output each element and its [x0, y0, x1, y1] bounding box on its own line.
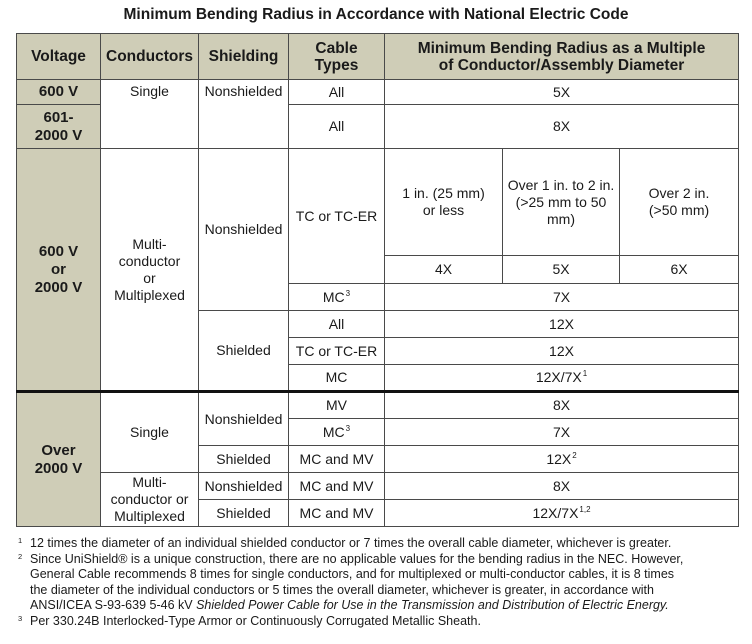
conductors-line: or — [143, 269, 156, 286]
header-min-radius — [385, 34, 739, 80]
voltage-cell — [17, 105, 101, 149]
cable-type-cell: MC and MV — [289, 446, 385, 473]
standard-title: Shielded Power Cable for Use in the Transmission and Distribution of Electric Energy. — [196, 598, 669, 612]
cable-type-cell: MC and MV — [289, 500, 385, 527]
subheader-line: (>25 mm to 50 — [515, 193, 607, 210]
voltage-line: or — [51, 260, 66, 278]
table-title: Minimum Bending Radius in Accordance with National Electric Code — [123, 6, 629, 23]
voltage-line: 2000 V — [34, 459, 83, 477]
radius-value-cell: 6X — [620, 256, 739, 284]
footnote-marker: 1 — [18, 536, 23, 545]
radius-value-cell — [385, 365, 739, 392]
footnote-text: ANSI/ICEA S-93-639 5-46 kV — [30, 598, 197, 612]
radius-value-cell: 5X — [385, 80, 739, 105]
radius-value-cell: 8X — [385, 105, 739, 149]
footnote-text: General Cable recommends 8 times for single conductors, and for multiplexed or multi-conductor cables, it is 8 times — [30, 567, 675, 581]
conductors-line: Multi- — [132, 474, 167, 490]
footnote-text: the diameter of the individual conductors or 5 times the overall diameter, whichever is greater, in accordance with — [30, 582, 654, 597]
table-row — [17, 149, 739, 256]
radius-value-cell — [385, 446, 739, 473]
conductors-line: Multiplexed — [114, 286, 185, 303]
conductors-cell: Single — [101, 392, 199, 473]
voltage-cell — [17, 392, 101, 527]
size-subheader — [620, 149, 739, 256]
table-row — [17, 473, 739, 500]
radius-value-text: 12X — [546, 450, 572, 467]
conductors-cell: Single — [101, 80, 199, 149]
footnote-2 — [18, 552, 738, 614]
header-conductors: Conductors — [101, 34, 199, 80]
subheader-line: or less — [422, 202, 465, 218]
footnote-text: 12 times the diameter of an individual shielded conductor or 7 times the overall cable diameter, whichever is greater. — [30, 536, 672, 550]
footnote-marker: 2 — [18, 551, 23, 561]
radius-value-cell: 8X — [385, 473, 739, 500]
footnote-ref: 1 — [582, 369, 588, 379]
radius-value-cell: 4X — [385, 256, 503, 284]
voltage-line: 2000 V — [34, 126, 83, 144]
conductors-line: Multiplexed — [114, 508, 185, 524]
footnote-ref: 1,2 — [579, 504, 591, 514]
subheader-line: mm) — [547, 210, 575, 227]
header-shielding: Shielding — [199, 34, 289, 80]
cable-type-cell: MC and MV — [289, 473, 385, 500]
shielding-cell: Shielded — [199, 446, 289, 473]
footnote-ref: 3 — [345, 288, 351, 298]
voltage-cell — [17, 149, 101, 392]
conductors-cell — [101, 473, 199, 527]
voltage-line: 601- — [43, 108, 74, 126]
radius-value-cell: 5X — [503, 256, 620, 284]
subheader-line: Over 2 in. — [648, 185, 710, 201]
radius-value-cell: 7X — [385, 419, 739, 446]
size-subheader — [385, 149, 503, 256]
subheader-line: 1 in. (25 mm) — [402, 185, 485, 201]
bending-radius-table — [16, 33, 739, 527]
footnote-marker: 3 — [18, 613, 23, 623]
subheader-line: Over 1 in. to 2 in. — [507, 176, 615, 193]
conductors-line: conductor — [118, 252, 181, 269]
conductors-cell — [101, 149, 199, 392]
radius-value-text: 12X/7X — [532, 504, 579, 521]
shielding-cell: Nonshielded — [199, 149, 289, 311]
footnotes — [18, 536, 738, 629]
cable-type-cell: All — [289, 311, 385, 338]
table-row — [17, 80, 739, 105]
cable-type-cell: MC — [289, 365, 385, 392]
cable-type-cell — [289, 284, 385, 311]
header-radius-line2: of Conductor/Assembly Diameter — [438, 56, 685, 74]
shielding-cell: Shielded — [199, 311, 289, 392]
cable-type-text: MC — [322, 288, 345, 305]
radius-value-text: 12X/7X — [535, 369, 582, 385]
radius-value-cell — [385, 500, 739, 527]
subheader-line: (>50 mm) — [648, 202, 710, 218]
header-cable-types: Cable Types — [289, 34, 385, 80]
voltage-line: 2000 V — [34, 278, 83, 296]
voltage-line: 600 V — [38, 242, 79, 260]
radius-value-cell: 8X — [385, 392, 739, 419]
conductors-line: conductor or — [110, 491, 189, 507]
cable-type-text: MC — [322, 423, 345, 440]
cable-type-cell: TC or TC-ER — [289, 149, 385, 284]
footnote-3 — [18, 614, 738, 630]
radius-value-cell: 12X — [385, 338, 739, 365]
shielding-cell: Nonshielded — [199, 473, 289, 500]
conductors-line: Multi- — [132, 235, 167, 252]
cable-type-cell: MV — [289, 392, 385, 419]
header-radius-line1: Minimum Bending Radius as a Multiple — [417, 39, 706, 57]
footnote-text: Per 330.24B Interlocked-Type Armor or Continuously Corrugated Metallic Sheath. — [30, 613, 481, 628]
footnote-1 — [18, 536, 738, 552]
footnote-text: Since UniShield® is a unique construction, there are no applicable values for the bending radius in the NEC. However, — [30, 551, 684, 566]
radius-value-cell: 12X — [385, 311, 739, 338]
footnote-ref: 2 — [572, 450, 577, 460]
shielding-cell: Nonshielded — [199, 80, 289, 149]
voltage-line: Over — [41, 441, 76, 459]
shielding-cell: Nonshielded — [199, 392, 289, 446]
header-row — [17, 34, 739, 80]
cable-type-cell — [289, 419, 385, 446]
cable-type-cell: TC or TC-ER — [289, 338, 385, 365]
cable-type-cell: All — [289, 105, 385, 149]
voltage-cell: 600 V — [17, 80, 101, 105]
radius-value-cell: 7X — [385, 284, 739, 311]
size-subheader — [503, 149, 620, 256]
cable-type-cell: All — [289, 80, 385, 105]
footnote-ref: 3 — [345, 423, 351, 433]
header-voltage: Voltage — [17, 34, 101, 80]
table-row — [17, 392, 739, 419]
shielding-cell: Shielded — [199, 500, 289, 527]
